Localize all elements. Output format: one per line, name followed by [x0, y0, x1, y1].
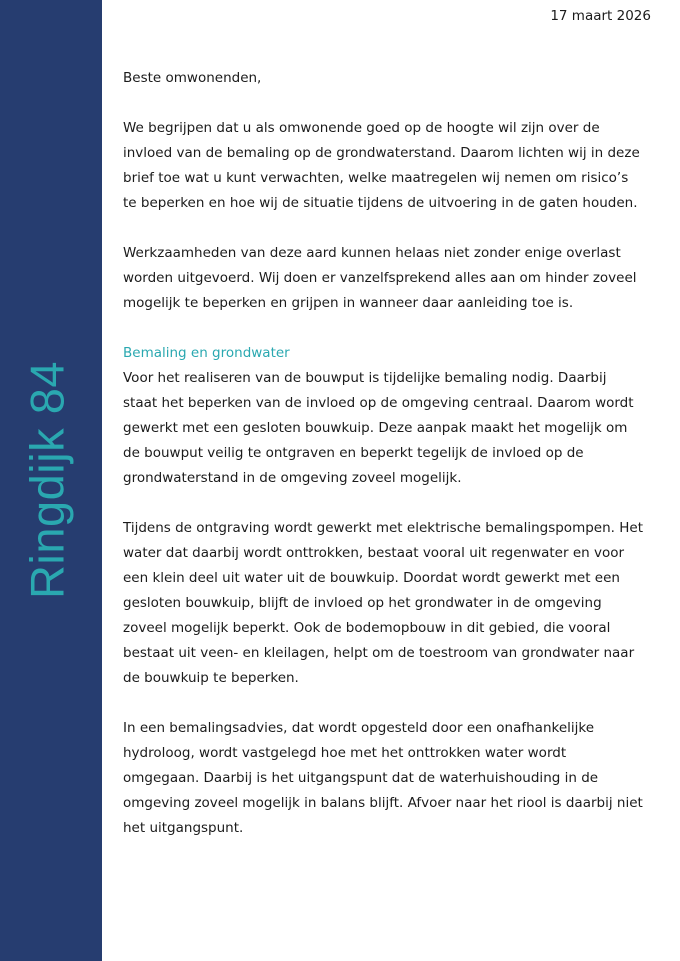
letter-date: 17 maart 2026	[550, 8, 651, 24]
section-paragraph: Tijdens de ontgraving wordt gewerkt met elektrische bemalingspompen. Het water dat daarbij wordt onttrokken, bestaat vooral uit regenwater en voor een klein deel uit water uit de bouwkuip. Doordat wordt gewerkt met een gesloten bouwkuip, blijft de invloed op het grondwater in de omgeving zoveel mogelijk beperkt. Ook de bodemopbouw in dit gebied, die vooral bestaat uit veen- en kleilagen, helpt om de toestroom van grondwater naar de bouwkuip te beperken.	[123, 520, 643, 686]
intro-paragraph: We begrijpen dat u als omwonende goed op de hoogte wil zijn over de invloed van de bemaling op de grondwaterstand. Daarom lichten wij in deze brief toe wat u kunt verwachten, welke maatregelen wij nemen om risico’s te beperken en hoe wij de situatie tijdens de uitvoering in de gaten houden.	[123, 120, 640, 211]
project-title: Ringdijk 84	[20, 360, 74, 600]
section-paragraph: Voor het realiseren van de bouwput is tijdelijke bemaling nodig. Daarbij staat het beperken van de invloed op de omgeving centraal. Daarom wordt gewerkt met een gesloten bouwkuip. Deze aanpak maakt het mogelijk om de bouwput veilig te ontgraven en beperkt tegelijk de invloed op de grondwaterstand in de omgeving zoveel mogelijk.	[123, 370, 634, 486]
letter-body	[123, 66, 643, 866]
salutation: Beste omwonenden,	[123, 70, 262, 86]
sidebar	[0, 0, 102, 961]
intro-paragraph: Werkzaamheden van deze aard kunnen helaas niet zonder enige overlast worden uitgevoerd. Wij doen er vanzelfsprekend alles aan om hinder zoveel mogelijk te beperken en grijpen in wanneer daar aanleiding toe is.	[123, 245, 637, 311]
section-paragraph: In een bemalingsadvies, dat wordt opgesteld door een onafhankelijke hydroloog, wordt vastgelegd hoe met het onttrokken water wordt omgegaan. Daarbij is het uitgangspunt dat de waterhuishouding in de omgeving zoveel mogelijk in balans blijft. Afvoer naar het riool is daarbij niet het uitgangspunt.	[123, 720, 643, 836]
section-heading: Bemaling en grondwater	[123, 345, 290, 361]
